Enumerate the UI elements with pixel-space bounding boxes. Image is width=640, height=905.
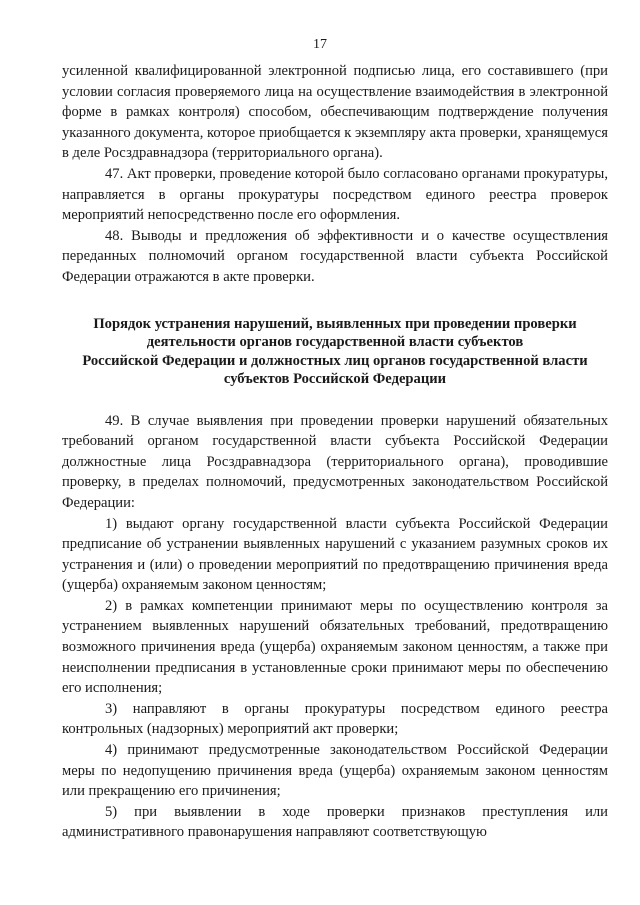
- section-heading: [62, 315, 608, 389]
- section-heading-line: Российской Федерации и должностных лиц органов государственной власти: [82, 352, 588, 369]
- list-item-1: 1) выдают органу государственной власти субъекта Российской Федерации предписание об устранении выявленных нарушений с указанием разумных сроков их устранения и (или) о проведении мероприятий по предотвращению причинения вреда (ущерба) охраняемым законом ценностям;: [62, 515, 608, 594]
- list-item-2: 2) в рамках компетенции принимают меры по осуществлению контроля за устранением выявленных нарушений обязательных требований, предотвращению возможного причинения вреда (ущерба) охраняемым законом ценностям, а также при неисполнении предписания в установленные сроки принимают меры по обеспечению его исполнения;: [62, 597, 608, 697]
- list-item-3: 3) направляют в органы прокуратуры посредством единого реестра контрольных (надзорных) мероприятий акт проверки;: [62, 700, 608, 738]
- section-heading-line: субъектов Российской Федерации: [223, 371, 447, 388]
- section-heading-line: деятельности органов государственной власти субъектов: [146, 334, 524, 351]
- paragraph-continuation: усиленной квалифицированной электронной подписью лица, его составившего (при условии согласия проверяемого лица на осуществление взаимодействия в электронной форме в рамках контроля) способом, обеспечивающим подтверждение получения указанного документа, которое приобщается к экземпляру акта проверки, хранящемуся в деле Росздравнадзора (территориального органа).: [62, 63, 608, 162]
- list-item-4: 4) принимают предусмотренные законодательством Российской Федерации меры по недопущению причинения вреда (ущерба) охраняемым законом ценностям или прекращению его причинения;: [62, 742, 608, 800]
- section-heading-line: Порядок устранения нарушений, выявленных при проведении проверки: [93, 315, 577, 332]
- document-body: [62, 61, 608, 843]
- page-number: 17: [313, 37, 327, 52]
- paragraph-49: 49. В случае выявления при проведении проверки нарушений обязательных требований органом государственной власти субъекта Российской Федерации должностные лица Росздравнадзора (территориального органа), проводившие проверку, в пределах полномочий, предусмотренных законодательством Российской Федерации:: [62, 412, 608, 511]
- list-item-5: 5) при выявлении в ходе проверки признаков преступления или административного правонарушения направляют соответствующую: [62, 803, 608, 841]
- paragraph-47: 47. Акт проверки, проведение которой было согласовано органами прокуратуры, направляется в органы прокуратуры посредством единого реестра проверок мероприятий непосредственно после его оформления.: [62, 165, 608, 224]
- paragraph-48: 48. Выводы и предложения об эффективности и о качестве осуществления переданных полномочий органом государственной власти субъекта Российской Федерации отражаются в акте проверки.: [62, 227, 608, 285]
